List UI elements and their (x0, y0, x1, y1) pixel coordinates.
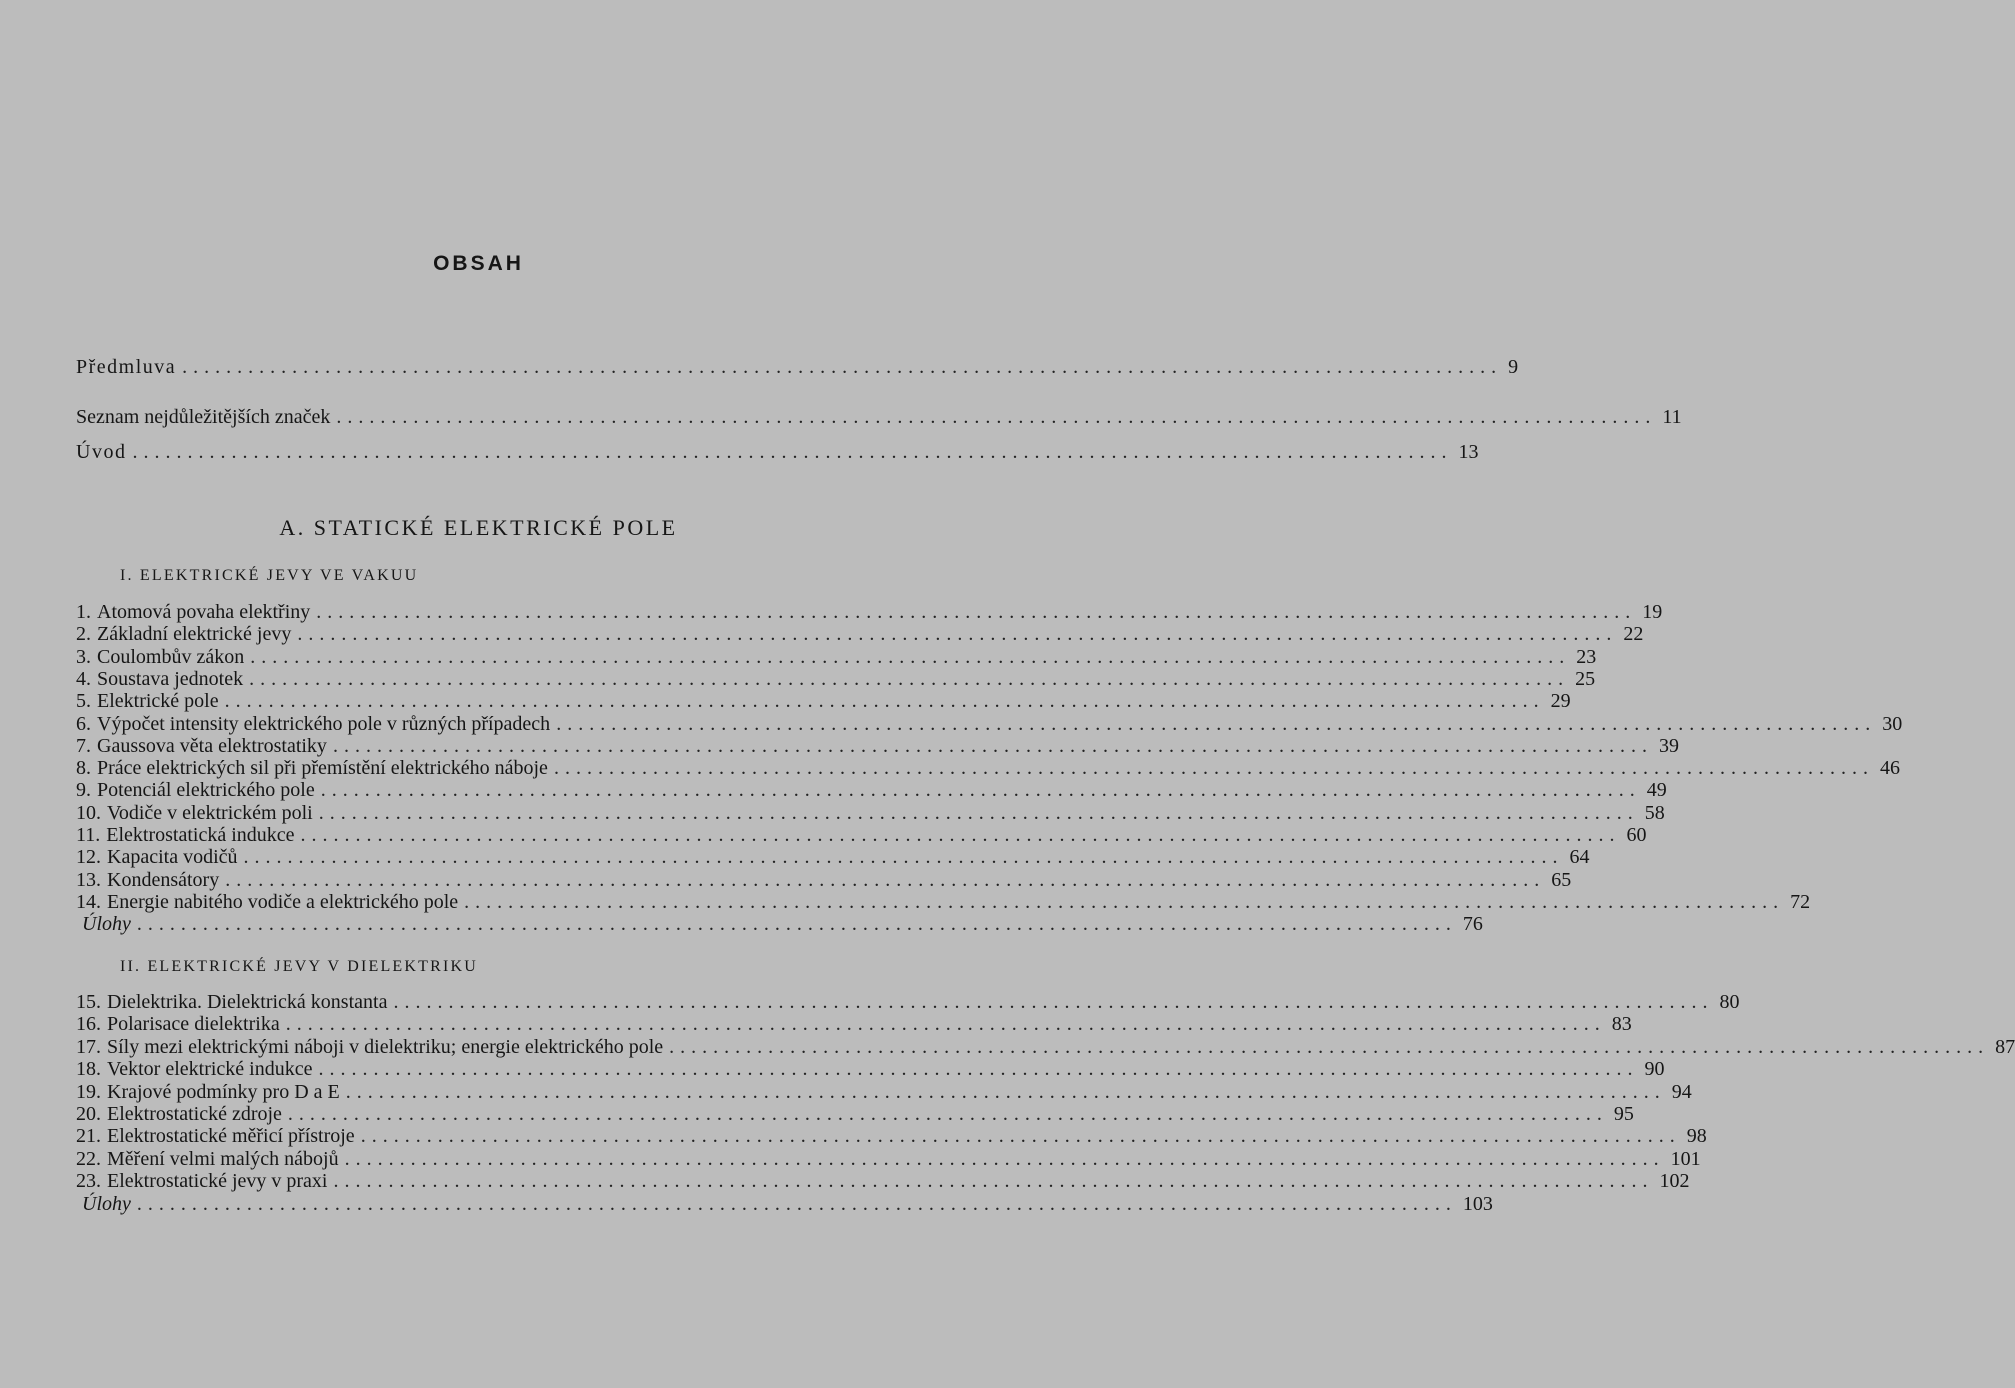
toc-entry-page: 94 (1671, 1080, 1692, 1103)
toc-entry-page: 95 (1613, 1103, 1634, 1125)
toc-entry (76, 1012, 1632, 1036)
toc-entry-number: 23. (76, 1170, 101, 1193)
toc-entry-label: Předmluva (76, 356, 177, 378)
toc-entry-number: 3. (76, 645, 91, 668)
toc-entry (76, 1124, 1707, 1148)
toc-entry-page: 22 (1623, 623, 1644, 646)
toc-entry (76, 1147, 1701, 1171)
toc-entry (76, 667, 1596, 691)
toc-entry-page: 83 (1611, 1013, 1632, 1036)
toc-entry-number: 12. (76, 846, 101, 869)
toc-entry-label: Polarisace dielektrika (107, 1013, 280, 1036)
toc-entry (76, 1169, 1690, 1193)
toc-entry-number: 6. (76, 712, 91, 735)
toc-entry (76, 405, 1682, 429)
dot-leader: ........................................................................................................................ (132, 441, 1453, 463)
toc-entry-number: 2. (76, 623, 91, 646)
dot-leader: ........................................................................................................................ (249, 667, 1570, 690)
toc-entry-label: Elektrické pole (97, 690, 219, 713)
dot-leader: ........................................................................................................................ (336, 406, 1657, 428)
toc-entry-label: Základní elektrické jevy (97, 623, 292, 646)
section-heading: A. STATICKÉ ELEKTRICKÉ POLE (279, 515, 678, 540)
toc-entry-number: 18. (76, 1058, 101, 1081)
toc-entry-number: 4. (76, 667, 91, 690)
toc-entry-number: 5. (76, 690, 91, 713)
dot-leader: ........................................................................................................................ (320, 779, 1641, 802)
toc-entry-page: 11 (1662, 406, 1682, 428)
toc-entry-page: 72 (1790, 890, 1811, 913)
toc-entry-page: 87 (1995, 1035, 2015, 1058)
toc-entry-page: 76 (1462, 913, 1483, 936)
toc-entry-number: 22. (76, 1147, 101, 1170)
toc-entry-page: 29 (1550, 690, 1571, 713)
toc-entry-label: Výpočet intensity elektrického pole v různých případech (97, 712, 551, 735)
toc-entry (76, 355, 1519, 379)
toc-entry-number: 15. (76, 991, 101, 1013)
toc-entry-number: 10. (76, 801, 101, 824)
toc-entry (76, 645, 1597, 669)
toc-entry-page: 103 (1462, 1192, 1493, 1215)
dot-leader: ........................................................................................................................ (297, 623, 1618, 646)
toc-entry-label: Seznam nejdůležitějších značek (76, 406, 331, 428)
toc-entry (76, 1035, 2015, 1059)
dot-leader: ........................................................................................................................ (243, 846, 1564, 869)
toc-entry-label: Potenciál elektrického pole (97, 779, 315, 802)
dot-leader: ........................................................................................................................ (136, 913, 1457, 936)
chapter-heading-1: I. ELEKTRICKÉ JEVY VE VAKUU (120, 567, 419, 584)
dot-leader: ........................................................................................................................ (360, 1125, 1681, 1148)
dot-leader: ........................................................................................................................ (318, 801, 1639, 824)
toc-entry-label: Dielektrika. Dielektrická konstanta (107, 991, 388, 1013)
toc-entry-page: 60 (1626, 824, 1647, 846)
dot-leader: ........................................................................................................................ (316, 601, 1637, 623)
toc-entry-page: 19 (1642, 601, 1663, 623)
toc-entry (76, 845, 1590, 869)
toc-entry (76, 712, 1903, 736)
toc-entry (76, 778, 1667, 802)
dot-leader: ........................................................................................................................ (332, 734, 1653, 757)
toc-entry-number: 11. (76, 824, 101, 846)
dot-leader: ........................................................................................................................ (250, 645, 1571, 668)
toc-entry (76, 801, 1665, 825)
toc-entry-label: Kondensátory (107, 868, 220, 891)
toc-entry (76, 890, 1811, 914)
toc-entry-number: 16. (76, 1013, 101, 1036)
dot-leader: ........................................................................................................................ (182, 356, 1503, 378)
toc-entry-label: Energie nabitého vodiče a elektrického pole (107, 890, 459, 913)
toc-entry-label: Elektrostatická indukce (106, 824, 295, 846)
dot-leader: ........................................................................................................................ (393, 991, 1714, 1013)
toc-entry (76, 622, 1644, 646)
toc-entry-page: 90 (1644, 1058, 1665, 1081)
toc-entry-label: Krajové podmínky pro D a E (107, 1080, 340, 1103)
toc-entry-page: 58 (1644, 801, 1665, 824)
toc-entry (76, 440, 1479, 464)
dot-leader: ........................................................................................................................ (318, 1058, 1639, 1081)
dot-leader: ........................................................................................................................ (553, 757, 1874, 780)
dot-leader: ........................................................................................................................ (344, 1147, 1665, 1170)
toc-entry-label: Úlohy (82, 1192, 131, 1215)
toc-entry (76, 990, 1740, 1014)
toc-entry-number: 1. (76, 601, 91, 623)
dot-leader: ........................................................................................................................ (224, 690, 1545, 713)
toc-entry (76, 1192, 1493, 1216)
toc-entry-label: Atomová povaha elektřiny (97, 601, 311, 623)
toc-entry-number: 20. (76, 1103, 101, 1125)
chapter-heading-2: II. ELEKTRICKÉ JEVY V DIELEKTRIKU (120, 958, 479, 975)
toc-entry (76, 1057, 1665, 1081)
toc-entry-label: Vodiče v elektrickém poli (107, 801, 313, 824)
toc-entry-label: Síly mezi elektrickými náboji v dielektriku; energie elektrického pole (107, 1035, 664, 1058)
toc-entry-page: 30 (1882, 712, 1903, 735)
toc-entry-page: 25 (1575, 667, 1596, 690)
dot-leader: ........................................................................................................................ (556, 712, 1877, 735)
toc-entry-number: 14. (76, 890, 101, 913)
toc-entry (76, 823, 1647, 847)
toc-entry-page: 23 (1576, 645, 1597, 668)
dot-leader: ........................................................................................................................ (300, 824, 1621, 846)
toc-entry-page: 46 (1879, 757, 1900, 780)
toc-entry-label: Úlohy (82, 913, 131, 936)
toc-entry (76, 734, 1679, 758)
toc-entry-label: Úvod (76, 441, 127, 463)
toc-entry (76, 600, 1663, 624)
toc-entry-page: 49 (1646, 779, 1667, 802)
toc-entry-page: 80 (1719, 991, 1740, 1013)
dot-leader: ........................................................................................................................ (333, 1170, 1654, 1193)
toc-entry-label: Elektrostatické zdroje (107, 1103, 282, 1125)
toc-entry-number: 17. (76, 1035, 101, 1058)
dot-leader: ........................................................................................................................ (136, 1192, 1457, 1215)
toc-entry-number: 8. (76, 757, 91, 780)
toc-entry-page: 98 (1686, 1125, 1707, 1148)
toc-entry-page: 9 (1508, 356, 1519, 378)
toc-entry-number: 21. (76, 1125, 101, 1148)
toc-entry-label: Elektrostatické jevy v praxi (107, 1170, 328, 1193)
toc-entry-number: 19. (76, 1080, 101, 1103)
toc-entry-label: Měření velmi malých nábojů (107, 1147, 339, 1170)
toc-entry-number: 13. (76, 868, 101, 891)
toc-entry-number: 7. (76, 734, 91, 757)
toc-entry (76, 756, 1900, 780)
toc-entry-label: Elektrostatické měřicí přístroje (107, 1125, 355, 1148)
dot-leader: ........................................................................................................................ (464, 890, 1785, 913)
toc-entry (76, 912, 1483, 936)
dot-leader: ........................................................................................................................ (345, 1080, 1666, 1103)
dot-leader: ........................................................................................................................ (669, 1035, 1990, 1058)
toc-entry-number: 9. (76, 779, 91, 802)
toc-entry-label: Coulombův zákon (97, 645, 245, 668)
toc-entry-page: 65 (1551, 868, 1572, 891)
dot-leader: ........................................................................................................................ (287, 1103, 1608, 1125)
toc-entry (76, 689, 1571, 713)
toc-entry-label: Práce elektrických sil při přemístění elektrického náboje (97, 757, 548, 780)
toc-entry-label: Soustava jednotek (97, 667, 244, 690)
page-title: OBSAH (433, 252, 524, 275)
toc-entry-label: Vektor elektrické indukce (107, 1058, 313, 1081)
toc-entry (76, 1102, 1634, 1126)
toc-entry-page: 39 (1658, 734, 1679, 757)
dot-leader: ........................................................................................................................ (285, 1013, 1606, 1036)
toc-entry-page: 64 (1569, 846, 1590, 869)
toc-entry-page: 101 (1670, 1147, 1701, 1170)
toc-entry-label: Kapacita vodičů (107, 846, 238, 869)
toc-entry-page: 13 (1458, 441, 1479, 463)
toc-entry (76, 868, 1572, 892)
dot-leader: ........................................................................................................................ (225, 868, 1546, 891)
toc-entry-label: Gaussova věta elektrostatiky (97, 734, 327, 757)
toc-entry (76, 1080, 1692, 1104)
toc-entry-page: 102 (1659, 1170, 1690, 1193)
